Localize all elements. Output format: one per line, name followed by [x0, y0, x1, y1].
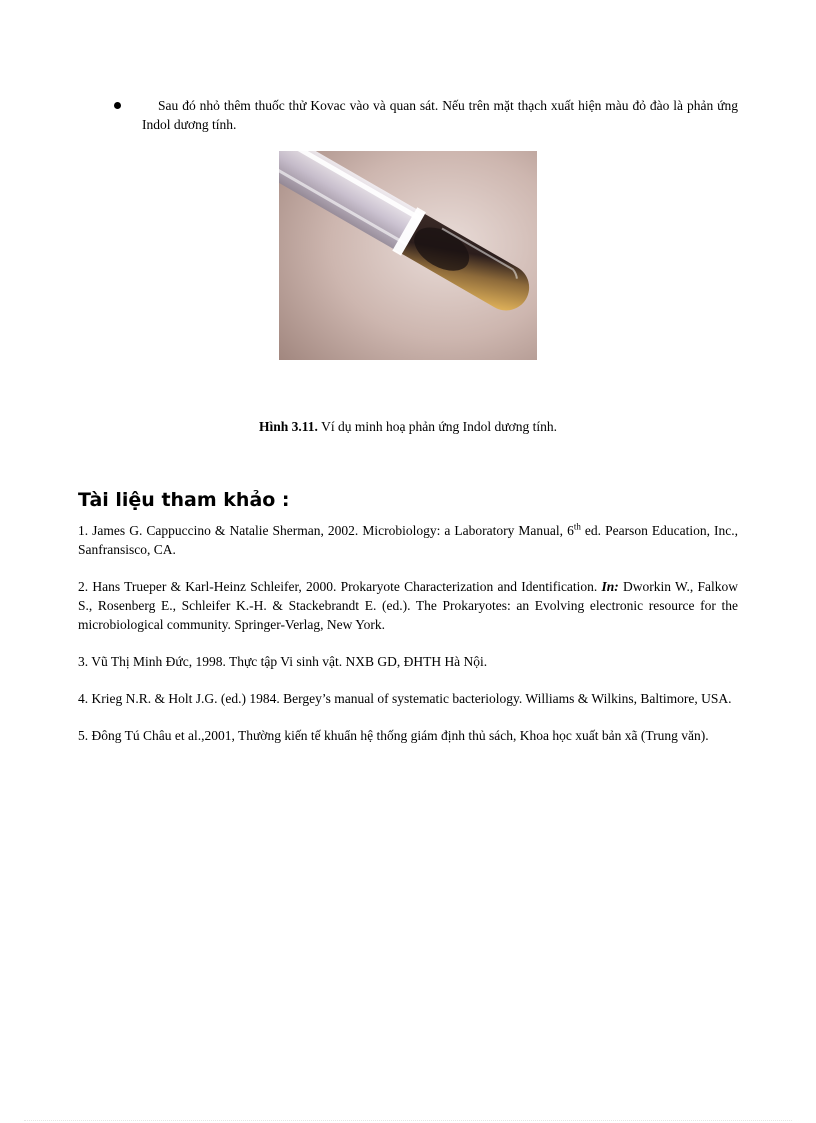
bullet-item: [114, 96, 738, 134]
figure-text: Ví dụ minh hoạ phản ứng Indol dương tính.: [317, 419, 557, 434]
figure-label: Hình 3.11.: [259, 419, 318, 434]
test-tube-photo: [279, 151, 537, 360]
figure-caption: [0, 419, 816, 435]
reference-item: 2. Hans Trueper & Karl-Heinz Schleifer, 2000. Prokaryote Characterization and Identification. In: Dworkin W., Falkow S., Rosenberg E., Schleifer K.-H. & Stackebrandt E. (ed.). The Prokaryotes: an Evolving electronic resource for the microbiological community. Springer-Verlag, New York.: [78, 579, 738, 632]
page-bottom-rule: [24, 1120, 792, 1121]
bullet-dot-icon: [114, 102, 121, 109]
reference-item: 4. Krieg N.R. & Holt J.G. (ed.) 1984. Bergey’s manual of systematic bacteriology. Williams & Wilkins, Baltimore, USA.: [78, 691, 732, 706]
references-list: [78, 521, 738, 763]
reference-item: 3. Vũ Thị Minh Đức, 1998. Thực tập Vi sinh vật. NXB GD, ĐHTH Hà Nội.: [78, 654, 488, 669]
references-heading: Tài liệu tham khảo :: [78, 489, 290, 511]
reference-item: 1. James G. Cappuccino & Natalie Sherman, 2002. Microbiology: a Laboratory Manual, 6th ed. Pearson Education, Inc., Sanfransisco, CA.: [78, 521, 739, 557]
reference-item: 5. Đông Tú Châu et al.,2001, Thường kiến tế khuẩn hệ thống giám định thủ sách, Khoa học xuất bản xã (Trung văn).: [78, 728, 709, 743]
bullet-text: Sau đó nhỏ thêm thuốc thử Kovac vào và quan sát. Nếu trên mặt thạch xuất hiện màu đỏ đào là phản ứng Indol dương tính.: [142, 98, 738, 132]
